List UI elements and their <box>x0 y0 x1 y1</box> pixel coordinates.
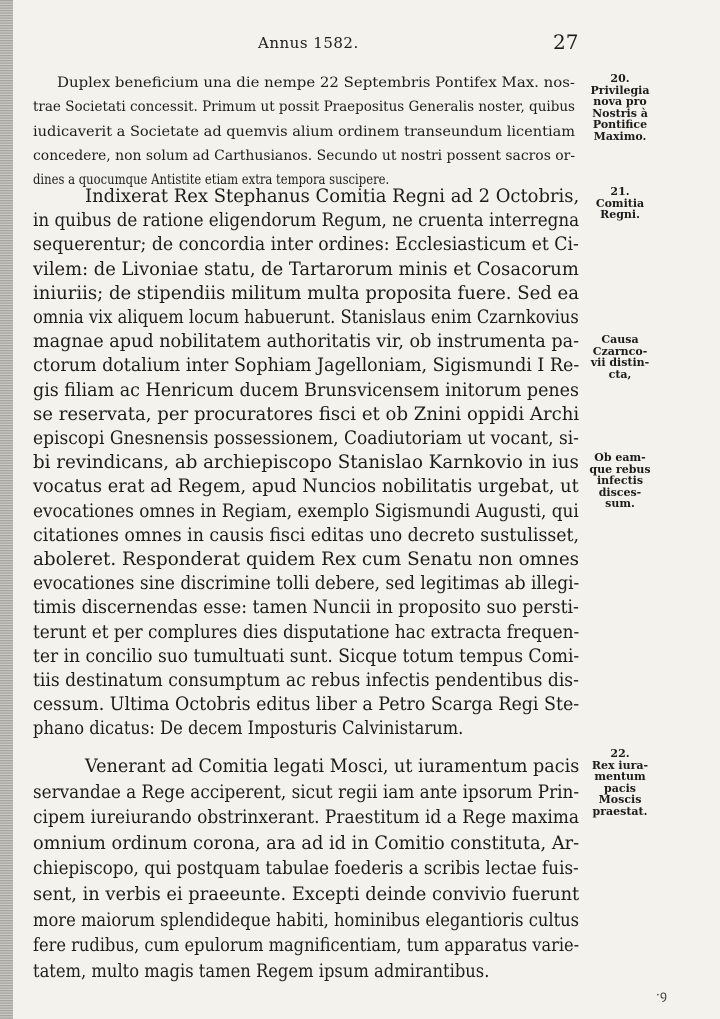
text-line: se reservata, per procuratores fisci et ob Znini oppidi Archi <box>33 402 580 425</box>
text-line: gis filiam ac Henricum ducem Brunsvicensem initorum penes <box>33 378 579 401</box>
text-line: magnae apud nobilitatem authoritatis vir, ob instrumenta pa- <box>33 330 580 353</box>
text-line: cipem iureiurando obstrinxerant. Praestitum id a Rege maxima <box>33 806 580 829</box>
margin-note-line: 20. <box>610 72 630 85</box>
text-line: Duplex beneficium una die nempe 22 Septembris Pontifex Max. nos- <box>57 75 575 91</box>
text-line: concedere, non solum ad Carthusianos. Secundo ut nostri possent sacros or- <box>33 147 576 164</box>
text-line: sent, in verbis ei praeeunte. Excepti deinde convivio fuerunt <box>33 883 580 905</box>
text-line: chiepiscopo, qui postquam tabulae foederis a scribis lectae fuis- <box>33 857 579 880</box>
text-line: trae Societati concessit. Primum ut possit Praepositus Generalis noster, quibus <box>33 99 575 116</box>
text-line: in quibus de ratione eligendorum Regum, ne cruenta interregna <box>33 209 580 232</box>
text-line: fere rudibus, cum epulorum magnificentiam, tum apparatus varie- <box>33 934 580 957</box>
margin-note-line: cta, <box>608 367 632 381</box>
text-line: more maiorum splendideque habiti, hominibus elegantioris cultus <box>33 908 580 931</box>
text-line: vilem: de Livoniae statu, de Tartarorum minis et Cosacorum <box>33 257 579 280</box>
margin-note-line: sum. <box>605 497 635 510</box>
text-line: evocationes omnes in Regiam, exemplo Sigismundi Augusti, qui <box>33 499 579 522</box>
page-number: 27 <box>553 30 579 54</box>
text-line: iudicaverit a Societate ad quemvis alium ordinem transeundum licentiam <box>33 123 576 140</box>
text-line: Venerant ad Comitia legati Mosci, ut iuramentum pacis <box>85 755 580 777</box>
text-line: dines a quocumque Antistite etiam extra tempora suscipere. <box>33 172 390 189</box>
margin-note <box>584 452 656 510</box>
margin-note-line: praestat. <box>592 804 648 818</box>
margin-note-line: Causa <box>601 333 639 346</box>
margin-note <box>584 748 656 817</box>
margin-note-line: 22. <box>610 747 630 760</box>
text-line: tatem, multo magis tamen Regem ipsum admirantibus. <box>33 959 490 982</box>
text-line: Indixerat Rex Stephanus Comitia Regni ad 2 Octobris, <box>85 185 580 207</box>
text-line: omnium ordinum corona, ara ad id in Comitio constituta, Ar- <box>33 831 580 854</box>
margin-note <box>584 73 656 142</box>
text-line: terunt et per complures dies disputatione hac extracta frequen- <box>33 620 580 643</box>
margin-note-line: pacis <box>604 781 636 795</box>
text-line: phano dicatus: De decem Imposturis Calvinistarum. <box>33 717 464 740</box>
margin-note-line: Pontifice <box>592 118 648 131</box>
text-line: cessum. Ultima Octobris editus liber a Petro Scarga Regi Ste- <box>33 693 580 716</box>
text-line: iniuriis; de stipendiis militum multa proposita fuere. Sed ea <box>33 281 579 304</box>
margin-note-line: Czarnco- <box>592 344 648 358</box>
text-line: bi revindicans, ab archiepiscopo Stanislao Karnkovio in ius <box>33 451 579 474</box>
margin-note-line: Moscis <box>598 793 642 806</box>
margin-note-line: Privilegia <box>590 83 650 97</box>
text-line: evocationes sine discrimine tolli debere, sed legitimas ab illegi- <box>33 572 580 595</box>
text-line: ctorum dotalium inter Sophiam Jagelloniam, Sigismundi I Re- <box>33 354 580 377</box>
margin-note <box>584 186 656 221</box>
text-line: timis discernendas esse: tamen Nuncii in proposito suo persti- <box>33 596 579 619</box>
text-line: tiis destinatum consumptum ac rebus infectis pendentibus dis- <box>33 669 579 691</box>
margin-note-line: que rebus <box>589 462 651 476</box>
margin-note-line: nova pro <box>593 95 647 108</box>
text-line: sequerentur; de concordia inter ordines: Ecclesiasticum et Ci- <box>33 233 579 256</box>
margin-note-line: 21. <box>610 185 630 198</box>
text-line: aboleret. Responderat quidem Rex cum Senatu non omnes <box>33 548 580 570</box>
margin-note-line: Comitia <box>595 196 645 210</box>
text-line: vocatus erat ad Regem, apud Nuncios nobilitatis urgebat, ut <box>33 475 579 498</box>
margin-note-line: Maximo. <box>593 129 647 143</box>
margin-note-line: infectis <box>596 474 644 487</box>
text-line: servandae a Rege acciperent, sicut regii iam ante ipsorum Prin- <box>33 780 580 803</box>
margin-note <box>584 334 656 380</box>
ink-speck: ·ꝯ <box>656 988 667 1002</box>
margin-note-line: disces- <box>598 485 642 499</box>
text-line: ter in concilio suo tumultuati sunt. Sicque totum tempus Comi- <box>33 644 580 667</box>
margin-note-line: mentum <box>594 770 646 783</box>
text-line: citationes omnes in causis fisci editas uno decreto sustulisset, <box>33 523 580 546</box>
margin-note-line: Regni. <box>600 208 640 221</box>
margin-note-line: Rex iura- <box>591 758 649 772</box>
text-line: omnia vix aliquem locum habuerunt. Stanislaus enim Czarnkovius <box>33 306 579 328</box>
margin-note-line: vii distin- <box>590 356 650 369</box>
page-binding-edge <box>0 0 13 1019</box>
margin-note-line: Ob eam- <box>594 451 646 464</box>
margin-note-line: Nostris à <box>592 106 648 120</box>
running-head: Annus 1582. <box>258 34 359 52</box>
text-line: episcopi Gnesnensis possessionem, Coadiutoriam ut vocant, si- <box>33 427 579 449</box>
